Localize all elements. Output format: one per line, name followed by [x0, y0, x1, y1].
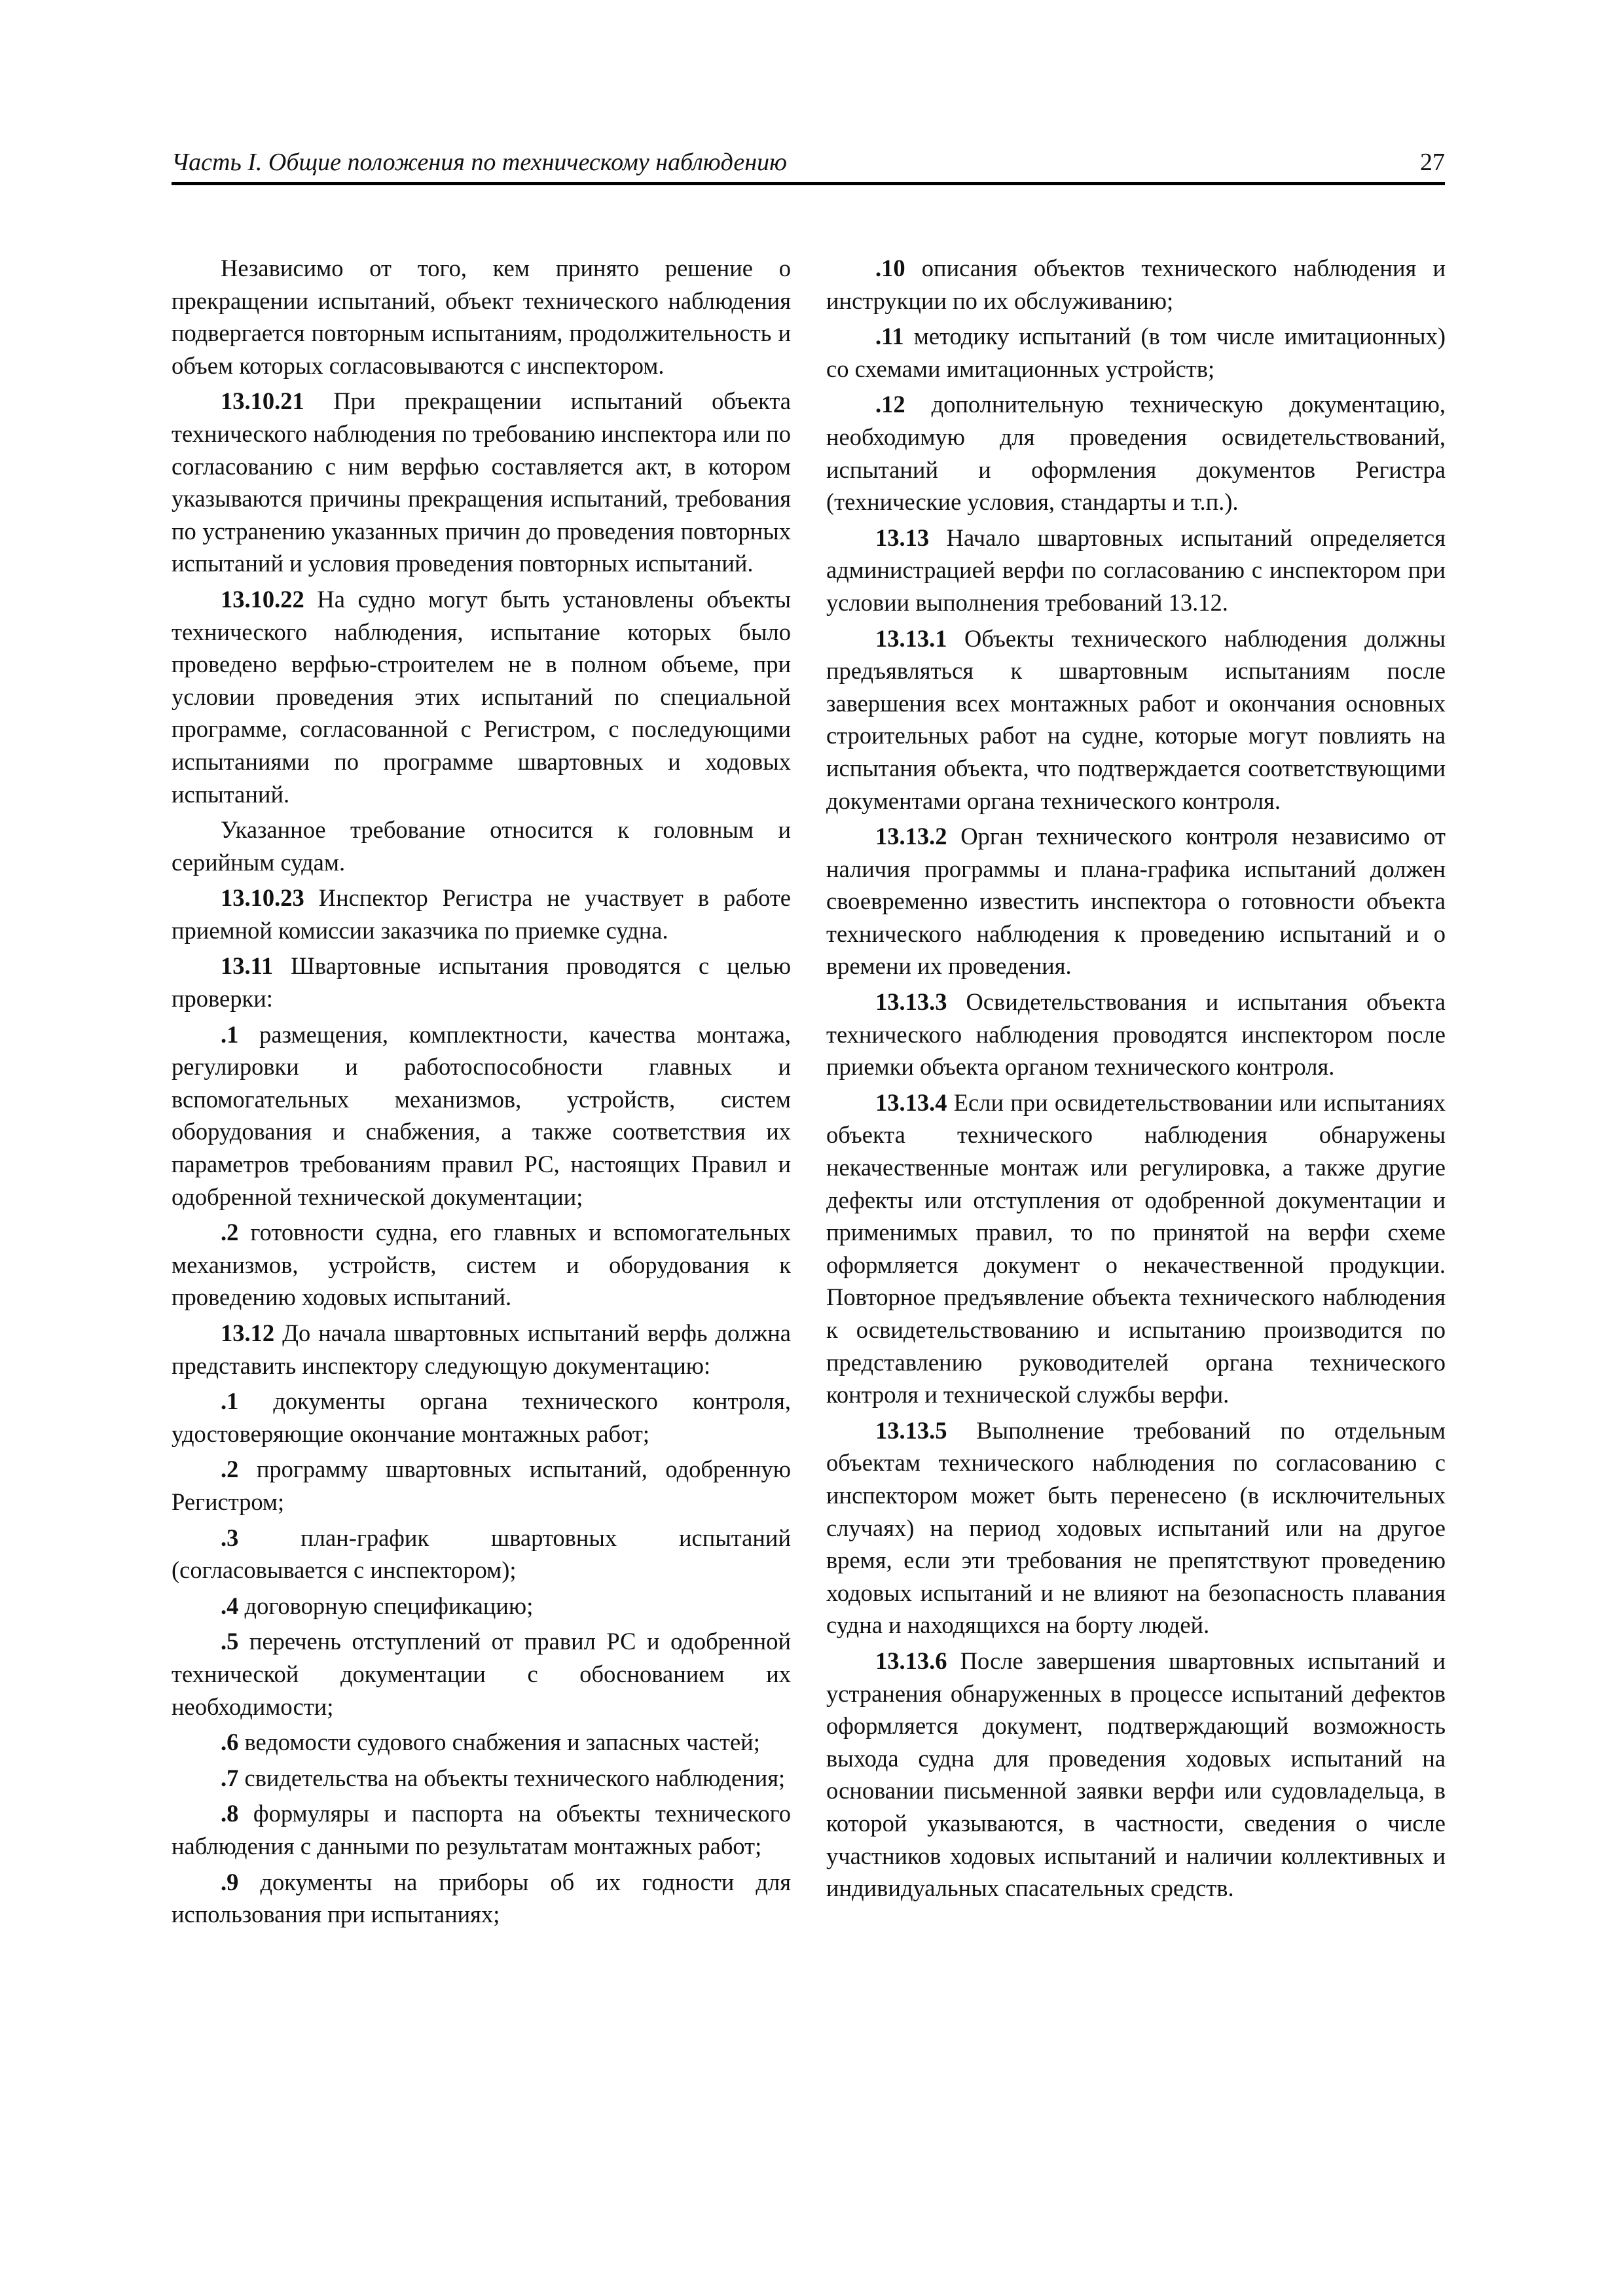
paragraph-number: .1: [221, 1020, 239, 1048]
paragraph-text: программу швартовных испытаний, одобренную Регистром;: [172, 1456, 791, 1515]
paragraph-number: .10: [875, 255, 905, 281]
paragraph: [172, 1590, 791, 1623]
paragraph-number: 13.13.1: [875, 624, 947, 652]
paragraph-number: .8: [221, 1800, 239, 1827]
paragraph-text: Указанное требование относится к головным и серийным судам.: [172, 816, 791, 876]
paragraph: [172, 1453, 791, 1518]
paragraph-number: .7: [221, 1764, 239, 1791]
paragraph: [172, 583, 791, 810]
paragraph-text: Инспектор Регистра не участвует в работе приемной комиссии заказчика по приемке судна.: [172, 884, 791, 944]
paragraph-number: 13.10.22: [221, 585, 304, 613]
paragraph-number: 13.13.4: [875, 1088, 947, 1116]
paragraph: [172, 1762, 791, 1795]
paragraph-number: .12: [875, 391, 905, 418]
paragraph-text: план-график швартовных испытаний (согласовывается с инспектором);: [172, 1524, 791, 1584]
paragraph: [826, 252, 1446, 317]
paragraph: [826, 820, 1446, 982]
paragraph-number: .9: [221, 1868, 239, 1895]
paragraph: [172, 814, 791, 878]
paragraph: [172, 252, 791, 382]
left-column: [172, 252, 791, 1934]
paragraph: [172, 882, 791, 946]
paragraph: [172, 1866, 791, 1931]
paragraph-text: Если при освидетельствовании или испытаниях объекта технического наблюдения обнаружены некачественные монтаж или регулировка, а также другие дефекты или отступления от одобренной документации и применимых правил, то по принятой на верфи схеме оформляется документ о некачественной продукции. Повторное предъявление объекта технического наблюдения к освидетельствованию и испытанию производится по представлению руководителей органа технического контроля и технической службы верфи.: [826, 1088, 1446, 1408]
paragraph-text: свидетельства на объекты технического наблюдения;: [238, 1764, 786, 1791]
paragraph-text: готовности судна, его главных и вспомогательных механизмов, устройств, систем и оборудования к проведению ходовых испытаний.: [172, 1219, 791, 1311]
paragraph: [826, 1645, 1446, 1905]
paragraph-text: документы органа технического контроля, удостоверяющие окончание монтажных работ;: [172, 1388, 791, 1447]
paragraph: [826, 320, 1446, 385]
right-column: [826, 252, 1446, 1908]
paragraph-text: ведомости судового снабжения и запасных частей;: [238, 1729, 760, 1756]
paragraph-text: Объекты технического наблюдения должны предъявляться к швартовным испытаниям после завершения всех монтажных работ и окончания основных строительных работ на судне, которые могут повлиять на испытания объекта, что подтверждается соответствующими документами органа технического контроля.: [826, 624, 1446, 814]
paragraph-number: .3: [221, 1524, 239, 1551]
paragraph: [172, 1018, 791, 1213]
paragraph-text: описания объектов технического наблюдения и инструкции по их обслуживанию;: [826, 255, 1446, 314]
paragraph-number: 13.12: [221, 1319, 275, 1346]
paragraph-number: .11: [875, 323, 904, 350]
paragraph: [826, 522, 1446, 619]
paragraph-text: дополнительную техническую документацию, необходимую для проведения освидетельствований, испытаний и оформления документов Регистра (технические условия, стандарты и т.п.).: [826, 391, 1446, 516]
paragraph-text: документы на приборы об их годности для использования при испытаниях;: [172, 1868, 791, 1928]
paragraph-number: 13.10.23: [221, 884, 304, 912]
paragraph: [826, 1414, 1446, 1641]
paragraph-number: 13.11: [221, 952, 274, 980]
running-header: [172, 143, 1445, 185]
page-number: 27: [1420, 149, 1445, 176]
paragraph: [826, 622, 1446, 817]
paragraph-number: 13.13.6: [875, 1647, 947, 1674]
paragraph: [172, 1726, 791, 1759]
paragraph: [172, 1625, 791, 1723]
paragraph: [826, 986, 1446, 1083]
paragraph-number: .2: [221, 1456, 239, 1483]
paragraph-number: .4: [221, 1592, 239, 1619]
paragraph-text: При прекращении испытаний объекта технического наблюдения по требованию инспектора или по согласованию с ним верфью составляется акт, в котором указываются причины прекращения испытаний, требования по устранению указанных причин до проведения повторных испытаний и условия проведения повторных испытаний.: [172, 387, 791, 577]
paragraph-text: На судно могут быть установлены объекты технического наблюдения, испытание которых было проведено верфью-строителем не в полном объеме, при условии проведения этих испытаний по специальной программе, согласованной с Регистром, с последующими испытаниями по программе швартовных и ходовых испытаний.: [172, 585, 791, 808]
paragraph-text: формуляры и паспорта на объекты технического наблюдения с данными по результатам монтажных работ;: [172, 1800, 791, 1859]
header-title: Часть I. Общие положения по техническому наблюдению: [172, 149, 787, 176]
paragraph-text: До начала швартовных испытаний верфь должна представить инспектору следующую документацию:: [172, 1319, 791, 1379]
paragraph-number: .6: [221, 1729, 239, 1756]
paragraph-number: 13.13.2: [875, 823, 947, 850]
paragraph-text: перечень отступлений от правил РС и одобренной технической документации с обоснованием их необходимости;: [172, 1628, 791, 1720]
paragraph-number: 13.10.21: [221, 387, 304, 415]
paragraph-number: 13.13.3: [875, 988, 947, 1016]
paragraph-number: 13.13.5: [875, 1416, 947, 1444]
paragraph-text: После завершения швартовных испытаний и устранения обнаруженных в процессе испытаний дефектов оформляется документ, подтверждающий возможность выхода судна для проведения ходовых испытаний на основании письменной заявки верфи или судовладельца, в которой указываются, в частности, сведения о числе участников ходовых испытаний и наличии коллективных и индивидуальных спасательных средств.: [826, 1647, 1446, 1902]
paragraph-number: .1: [221, 1388, 239, 1415]
paragraph-number: .2: [221, 1219, 239, 1246]
paragraph-number: .5: [221, 1628, 239, 1655]
paragraph: [172, 1317, 791, 1382]
paragraph: [172, 1385, 791, 1450]
paragraph: [172, 950, 791, 1014]
paragraph-text: Начало швартовных испытаний определяется администрацией верфи по согласованию с инспектором при условии выполнения требований 13.12.: [826, 524, 1446, 616]
paragraph-text: Независимо от того, кем принято решение о прекращении испытаний, объект технического наблюдения подвергается повторным испытаниям, продолжительность и объем которых согласовываются с инспектором.: [172, 255, 791, 379]
paragraph: [172, 1216, 791, 1314]
paragraph-text: Выполнение требований по отдельным объектам технического наблюдения по согласованию с инспектором может быть перенесено (в исключительных случаях) на период ходовых испытаний или на другое время, если эти требования не препятствуют проведению ходовых испытаний и не влияют на безопасность плавания судна и находящихся на борту людей.: [826, 1416, 1446, 1639]
paragraph-text: договорную спецификацию;: [238, 1592, 534, 1619]
paragraph-text: Освидетельствования и испытания объекта технического наблюдения проводятся инспектором после приемки объекта органом технического контроля.: [826, 988, 1446, 1081]
paragraph: [172, 385, 791, 580]
paragraph-text: Орган технического контроля независимо от наличия программы и плана-графика испытаний должен своевременно известить инспектора о готовности объекта технического наблюдения к проведению испытаний и о времени их проведения.: [826, 823, 1446, 980]
paragraph: [172, 1522, 791, 1587]
paragraph-number: 13.13: [875, 524, 930, 551]
paragraph-text: методику испытаний (в том числе имитационных) со схемами имитационных устройств;: [826, 323, 1446, 382]
paragraph: [172, 1797, 791, 1862]
paragraph-text: Швартовные испытания проводятся с целью проверки:: [172, 952, 791, 1013]
paragraph-text: размещения, комплектности, качества монтажа, регулировки и работоспособности главных и вспомогательных механизмов, устройств, систем оборудования и снабжения, а также соответствия их параметров требованиям правил РС, настоящих Правил и одобренной технической документации;: [172, 1020, 791, 1210]
paragraph: [826, 388, 1446, 518]
paragraph: [826, 1086, 1446, 1411]
